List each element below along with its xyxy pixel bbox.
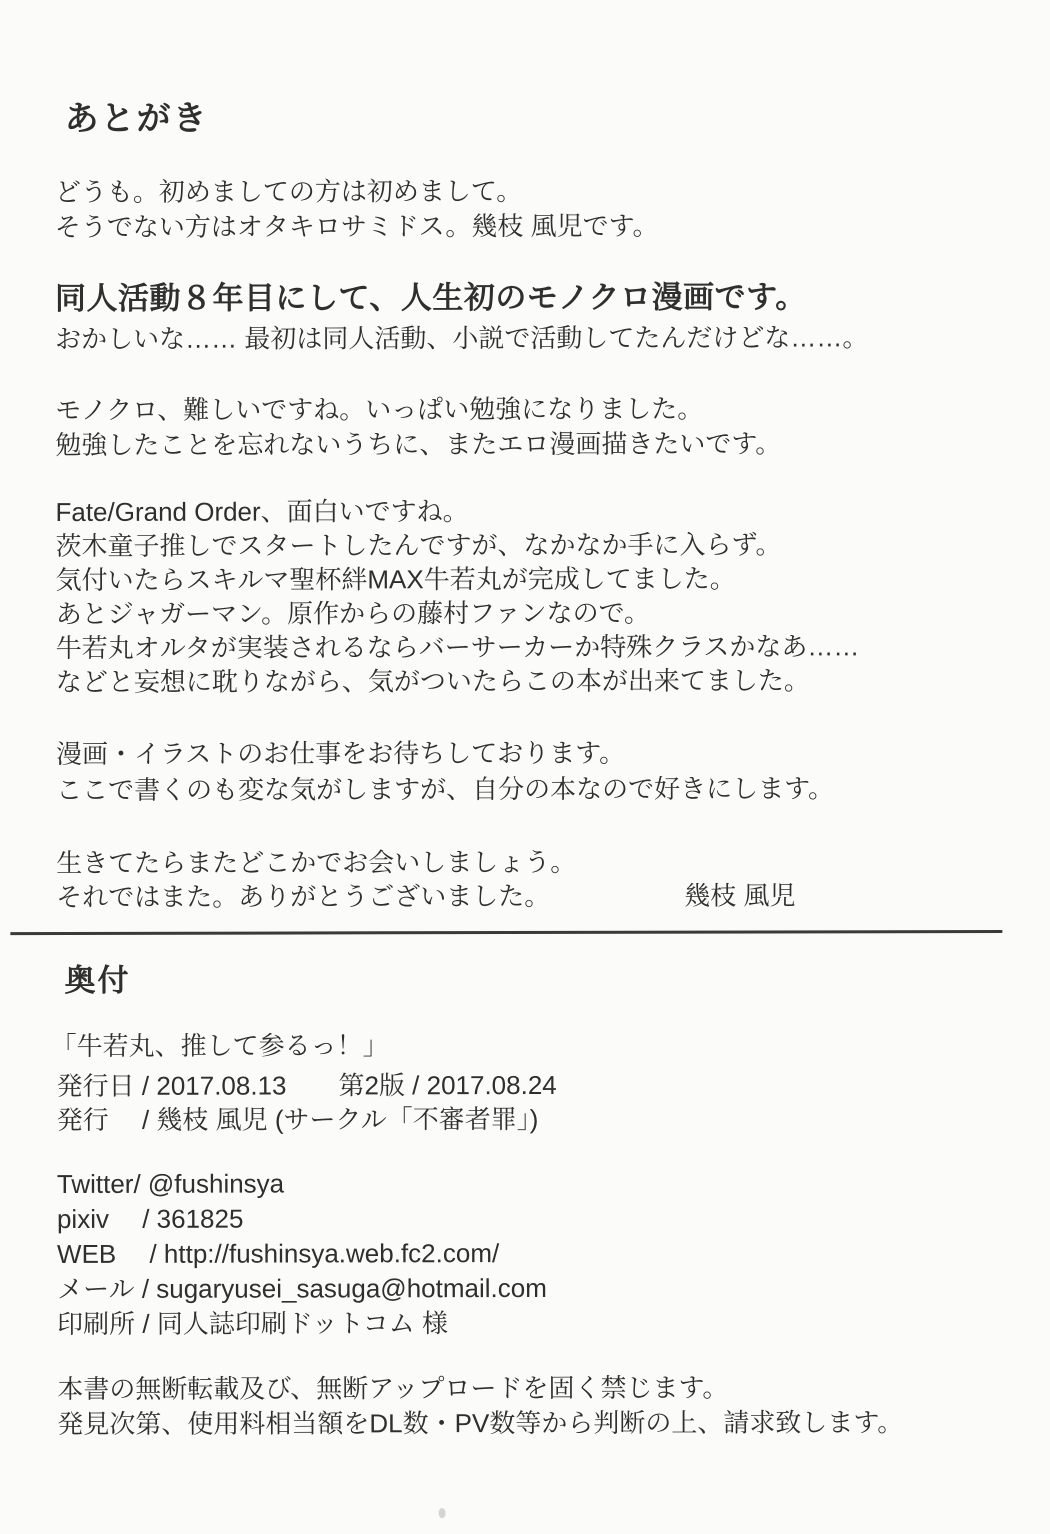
publish-date-line: 発行日 / 2017.08.13 第2版 / 2017.08.24: [56, 1069, 557, 1101]
publication-info: [57, 1067, 1011, 1137]
section-divider: [10, 930, 1002, 935]
closing-paragraph: [56, 844, 1010, 914]
author-signature: 幾枝 風児: [684, 880, 796, 911]
headline-sub-line: おかしいな…… 最初は同人活動、小説で活動してたんだけどな……。: [55, 322, 869, 354]
monochrome-paragraph: [55, 391, 1009, 463]
monochrome-line: モノクロ、難しいですね。いっぱい勉強になりました。: [55, 393, 704, 425]
notice-line: 本書の無断転載及び、無断アップロードを固く禁じます。: [57, 1372, 729, 1404]
intro-paragraph: [55, 173, 1009, 245]
work-line: 漫画・イラストのお仕事をお待ちしております。: [55, 737, 626, 769]
colophon-heading: 奥付: [64, 962, 131, 998]
fgo-line: 牛若丸オルタが実装されるならバーサーカーか特殊クラスかなあ……: [55, 631, 860, 663]
bold-headline: 同人活動８年目にして、人生初のモノクロ漫画です。: [54, 279, 807, 316]
publisher-line: 発行 / 幾枝 風児 (サークル「不審者罪」): [56, 1103, 539, 1135]
work-line: ここで書くのも変な気がしますが、自分の本なので好きにします。: [56, 773, 834, 805]
intro-line: どうも。初めましての方は初めまして。: [54, 176, 523, 207]
fgo-line: Fate/Grand Order、面白いですね。: [55, 496, 469, 527]
contact-pixiv: pixiv / 361825: [56, 1203, 244, 1234]
closing-line: 生きてたらまたどこかでお会いしましょう。: [56, 846, 577, 878]
contact-printer: 印刷所 / 同人誌印刷ドットコム 様: [57, 1308, 449, 1339]
fgo-line: あとジャガーマン。原作からの藤村ファンなので。: [55, 597, 651, 629]
fgo-line: 茨木童子推しでスタートしたんですが、なかなか手に入らず。: [55, 529, 782, 561]
fgo-line: 気付いたらスキルマ聖杯絆MAX牛若丸が完成してました。: [55, 563, 736, 595]
work-request-paragraph: [56, 734, 1010, 808]
contact-email: メール / sugaryusei_sasuga@hotmail.com: [57, 1272, 547, 1304]
scan-speck: [439, 1508, 446, 1518]
notice-line: 発見次第、使用料相当額をDL数・PV数等から判断の上、請求致します。: [57, 1407, 904, 1439]
contact-info: [57, 1165, 1011, 1342]
contact-twitter: Twitter/ @fushinsya: [56, 1168, 285, 1199]
intro-line: そうでない方はオタキロサミドス。幾枝 風児です。: [54, 210, 659, 242]
contact-web: WEB / http://fushinsya.web.fc2.com/: [56, 1238, 500, 1269]
afterword-heading: あとがき: [64, 99, 209, 138]
book-title: 「牛若丸、推して参るっ！」: [50, 1030, 389, 1061]
fgo-paragraph: [55, 493, 1009, 699]
fgo-line: などと妄想に耽りながら、気がついたらこの本が出来てました。: [55, 665, 810, 697]
copyright-notice: [57, 1370, 1011, 1442]
monochrome-line: 勉強したことを忘れないうちに、またエロ漫画描きたいです。: [55, 428, 782, 460]
closing-line: それではまた。ありがとうございました。: [56, 880, 551, 912]
